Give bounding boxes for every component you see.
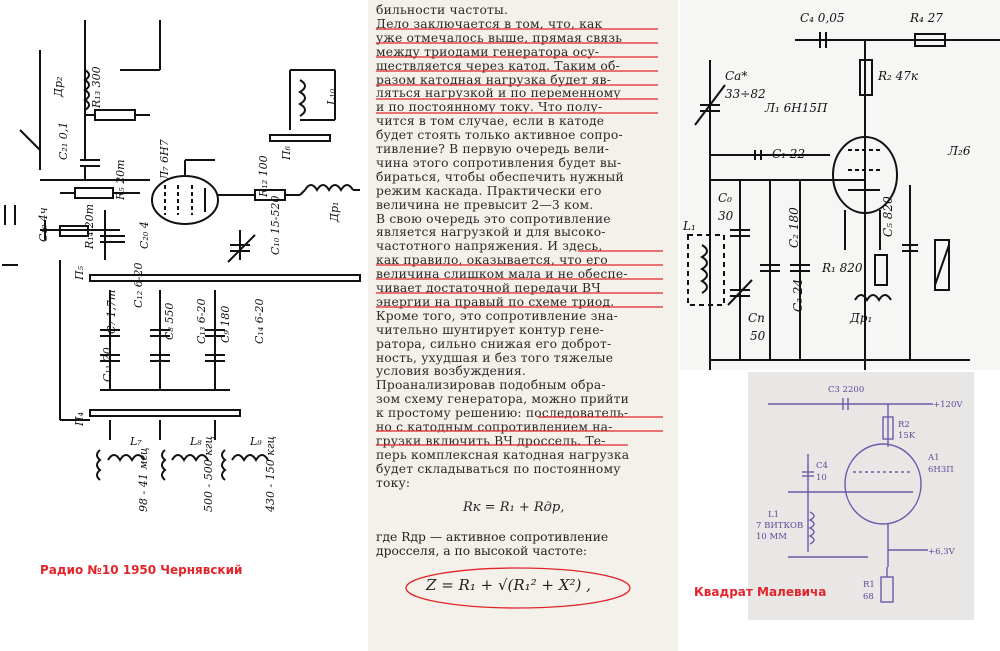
text-line: к простому решению: последователь- bbox=[376, 407, 629, 421]
l10-label: L₁₀ bbox=[325, 88, 338, 105]
c11-label: C₁₁ 20 bbox=[101, 347, 114, 382]
photo-l1-value: 7 ВИТКОВ bbox=[756, 521, 804, 531]
formula-2: Z = R₁ + √(R₁² + X²) , bbox=[426, 576, 591, 594]
dr1-right-label: Др₁ bbox=[850, 311, 873, 325]
text-line: чина этого сопротивления будет вы- bbox=[376, 156, 622, 170]
c3-label: C₃ 24 bbox=[791, 278, 805, 312]
text-line: но с катодным сопротивлением на- bbox=[376, 421, 613, 434]
handwritten-schematic-photo bbox=[748, 372, 974, 620]
p5-label: П₅ bbox=[73, 265, 86, 280]
text-line: В свою очередь это сопротивление bbox=[376, 212, 611, 226]
text-line: разом катодная нагрузка будет яв- bbox=[376, 73, 612, 87]
text-line: грузки включить ВЧ дроссель. Те- bbox=[376, 434, 606, 448]
text-line: является нагрузкой и для высоко- bbox=[376, 226, 606, 240]
p6-label: П₆ bbox=[280, 145, 293, 160]
text-line: зом схему генератора, можно прийти bbox=[376, 393, 630, 407]
text-line: бильности частоты. bbox=[376, 4, 509, 17]
photo-r1-value: 68 bbox=[863, 592, 874, 602]
l8-label: L₈ bbox=[190, 435, 202, 448]
text-line: чительно шунтирует контур гене- bbox=[376, 323, 605, 337]
photo-c3-label: C3 2200 bbox=[828, 385, 865, 395]
handwritten-schematic-drawing bbox=[748, 372, 974, 620]
left-caption: Радио №10 1950 Чернявский bbox=[40, 563, 243, 577]
formula-1: Rк = R₁ + Rдр, bbox=[463, 500, 565, 515]
r4-label: R₄ 27 bbox=[910, 11, 943, 25]
c7-label: C₇ 1,7т bbox=[105, 289, 118, 334]
photo-a1-label: A1 bbox=[928, 453, 940, 463]
c20-label: C₂₀ 4 bbox=[138, 221, 151, 249]
l1tube-label: Л₁ 6Н15П bbox=[765, 101, 828, 115]
c13-label: C₁₃ 6-20 bbox=[195, 298, 208, 344]
right-schematic-drawing bbox=[680, 0, 1000, 370]
where-line-2: дросселя, а по высокой частоте: bbox=[376, 544, 588, 558]
text-line: ществляется через катод. Таким об- bbox=[376, 59, 620, 73]
right-caption: Квадрат Малевича bbox=[694, 585, 827, 599]
c5-label: C₅ 820 bbox=[881, 196, 895, 237]
right-schematic bbox=[680, 0, 1000, 370]
text-line: величина не превысит 2—3 ком. bbox=[376, 198, 594, 212]
text-line: между триодами генератора осу- bbox=[376, 45, 600, 59]
text-line: перь комплексная катодная нагрузка bbox=[376, 448, 630, 462]
range3-label: 430 - 150 кгц bbox=[264, 435, 277, 512]
photo-r2-label: R2 bbox=[898, 420, 910, 430]
dr2-label: Др₂ bbox=[52, 76, 65, 97]
text-line: условия возбуждения. bbox=[376, 365, 527, 379]
text-line: будет складываться по постоянному bbox=[376, 462, 621, 476]
c0-value: 30 bbox=[718, 209, 734, 223]
photo-v63-label: +6,3V bbox=[928, 547, 955, 557]
c14-label: C₁₄ 6-20 bbox=[253, 298, 266, 344]
c4-label: C₄ 0,05 bbox=[800, 11, 845, 25]
r14-label: R₁₄ 20т bbox=[83, 203, 96, 249]
r1-label: R₁ 820 bbox=[822, 261, 863, 275]
c8-label: C₈ 550 bbox=[163, 302, 176, 340]
text-line: будет стоять только активное сопро- bbox=[376, 129, 623, 143]
c12-label: C₁₂ 6-20 bbox=[132, 262, 145, 308]
c10-label: C₁₀ 15-520 bbox=[269, 195, 282, 255]
l2-label: Л₂6 bbox=[948, 144, 971, 158]
photo-c4-value: 10 bbox=[816, 473, 827, 483]
text-line: Проанализировав подобным обра- bbox=[376, 379, 606, 393]
text-line: ратора, сильно снижая его доброт- bbox=[376, 337, 612, 351]
c19-label: C₁₉ 4ч bbox=[37, 207, 50, 242]
r5-label: R₅ 20т bbox=[114, 159, 127, 200]
range2-label: 500 - 500 кгц bbox=[202, 435, 215, 512]
r13-label: R₁₃ 300 bbox=[90, 66, 103, 108]
c9-label: C₉ 180 bbox=[219, 305, 232, 343]
photo-v120-label: +120V bbox=[933, 400, 963, 410]
text-line: энергии на правый по схеме триод. bbox=[376, 295, 615, 309]
left-schematic-drawing bbox=[0, 0, 370, 600]
c0-label: C₀ bbox=[718, 191, 732, 205]
c21-label: C₂₁ 0,1 bbox=[57, 121, 70, 160]
l7-label: L₇ bbox=[130, 435, 142, 448]
p4-label: П₄ bbox=[73, 411, 86, 426]
c2-label: C₂ 180 bbox=[787, 207, 801, 248]
text-line: бираться, чтобы обеспечить нужный bbox=[376, 170, 624, 184]
r2-label: R₂ 47к bbox=[878, 69, 919, 83]
text-line: чится в том случае, если в катоде bbox=[376, 115, 605, 129]
scanned-text-page bbox=[368, 0, 678, 651]
text-line: величина слишком мала и не обеспе- bbox=[376, 268, 628, 282]
text-line: Кроме того, это сопротивление зна- bbox=[376, 309, 618, 323]
cn-value: 50 bbox=[750, 329, 766, 343]
l9-label: L₉ bbox=[250, 435, 262, 448]
text-line: Дело заключается в том, что, как bbox=[376, 17, 603, 31]
text-line: ляться нагрузкой и по переменному bbox=[376, 87, 621, 101]
c1-label: C₁ 22 bbox=[772, 147, 806, 161]
ca-value: 33÷82 bbox=[725, 87, 766, 101]
where-line-1: где Rдр — активное сопротивление bbox=[376, 530, 609, 544]
photo-c4-label: C4 bbox=[816, 461, 828, 471]
text-line: частотного напряжения. И здесь, bbox=[376, 240, 603, 254]
left-schematic bbox=[0, 0, 370, 600]
l7tube-label: Л₇ 6Н7 bbox=[158, 139, 171, 180]
l1-label: L₁ bbox=[683, 219, 696, 233]
dr1-label: Др₁ bbox=[328, 201, 341, 222]
ca-label: Cа* bbox=[725, 69, 748, 83]
text-line: как правило, оказывается, что его bbox=[376, 254, 608, 268]
text-line: уже отмечалось выше, прямая связь bbox=[376, 31, 623, 45]
photo-l1-value2: 10 ММ bbox=[756, 532, 787, 542]
photo-a1-value: 6Н3П bbox=[928, 465, 954, 475]
text-line: чивает достаточной передачи ВЧ bbox=[376, 282, 601, 295]
photo-l1-label: L1 bbox=[768, 510, 780, 520]
text-line: ность, ухудшая и без того тяжелые bbox=[376, 351, 614, 365]
text-line: режим каскада. Практически его bbox=[376, 184, 602, 198]
range1-label: 98 - 41 мгц bbox=[137, 447, 150, 512]
photo-r1-label: R1 bbox=[863, 580, 875, 590]
text-line: и по постоянному току. Что полу- bbox=[376, 101, 603, 115]
cn-label: Cп bbox=[748, 311, 765, 325]
photo-r2-value: 15K bbox=[898, 431, 916, 441]
text-line: току: bbox=[376, 476, 411, 490]
text-line: тивление? В первую очередь вели- bbox=[376, 143, 610, 156]
r12-label: R₁₂ 100 bbox=[257, 155, 270, 197]
